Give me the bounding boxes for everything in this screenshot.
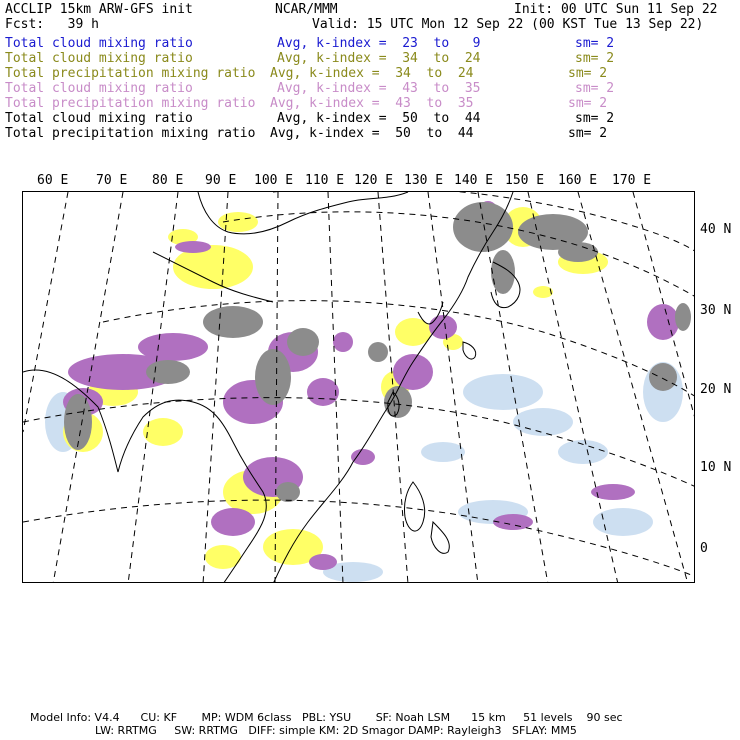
field-avg: Avg, k-index = 23 to 9 [277, 36, 481, 51]
lon-label: 60 E [37, 173, 69, 188]
field-avg: Avg, k-index = 43 to 35 [277, 81, 481, 96]
valid-time: Valid: 15 UTC Mon 12 Sep 22 (00 KST Tue 13 Sep 22) [312, 17, 704, 32]
field-avg: Avg, k-index = 43 to 35 [270, 96, 474, 111]
product-title: ACCLIP 15km ARW-GFS init [5, 2, 193, 17]
field-sm: sm= 2 [575, 81, 615, 96]
lon-label: 90 E [205, 173, 237, 188]
field-name: Total precipitation mixing ratio [5, 96, 256, 111]
lat-label: 10 N [700, 460, 732, 475]
field-name: Total cloud mixing ratio [5, 36, 193, 51]
lon-label: 170 E [612, 173, 652, 188]
field-name: Total cloud mixing ratio [5, 81, 193, 96]
producer-label: NCAR/MMM [275, 2, 338, 17]
field-name: Total precipitation mixing ratio [5, 126, 256, 141]
lon-label: 80 E [152, 173, 184, 188]
lat-label: 20 N [700, 382, 732, 397]
lon-label: 120 E [354, 173, 394, 188]
field-avg: Avg, k-index = 50 to 44 [270, 126, 474, 141]
map-panel [22, 191, 695, 583]
lon-label: 160 E [558, 173, 598, 188]
field-sm: sm= 2 [568, 126, 608, 141]
lon-label: 110 E [305, 173, 345, 188]
forecast-hour: Fcst: 39 h [5, 17, 99, 32]
lat-label: 30 N [700, 303, 732, 318]
field-sm: sm= 2 [575, 111, 615, 126]
map-canvas [23, 192, 695, 583]
cloud-field-light-blue [45, 362, 683, 582]
model-info-line2: LW: RRTMG SW: RRTMG DIFF: simple KM: 2D Smagor DAMP: Rayleigh3 SFLAY: MM5 [95, 724, 577, 737]
field-sm: sm= 2 [568, 96, 608, 111]
model-info-line1: Model Info: V4.4 CU: KF MP: WDM 6class PBL: YSU SF: Noah LSM 15 km 51 levels 90 sec [30, 711, 623, 724]
init-time: Init: 00 UTC Sun 11 Sep 22 [514, 2, 718, 17]
field-sm: sm= 2 [575, 36, 615, 51]
lon-label: 130 E [404, 173, 444, 188]
field-avg: Avg, k-index = 34 to 24 [270, 66, 474, 81]
field-sm: sm= 2 [568, 66, 608, 81]
field-avg: Avg, k-index = 34 to 24 [277, 51, 481, 66]
lat-label: 0 [700, 541, 708, 556]
lon-label: 140 E [454, 173, 494, 188]
lon-label: 100 E [254, 173, 294, 188]
field-avg: Avg, k-index = 50 to 44 [277, 111, 481, 126]
field-name: Total cloud mixing ratio [5, 111, 193, 126]
field-name: Total cloud mixing ratio [5, 51, 193, 66]
lon-label: 70 E [96, 173, 128, 188]
field-sm: sm= 2 [575, 51, 615, 66]
field-name: Total precipitation mixing ratio [5, 66, 256, 81]
lat-label: 40 N [700, 222, 732, 237]
lon-label: 150 E [505, 173, 545, 188]
